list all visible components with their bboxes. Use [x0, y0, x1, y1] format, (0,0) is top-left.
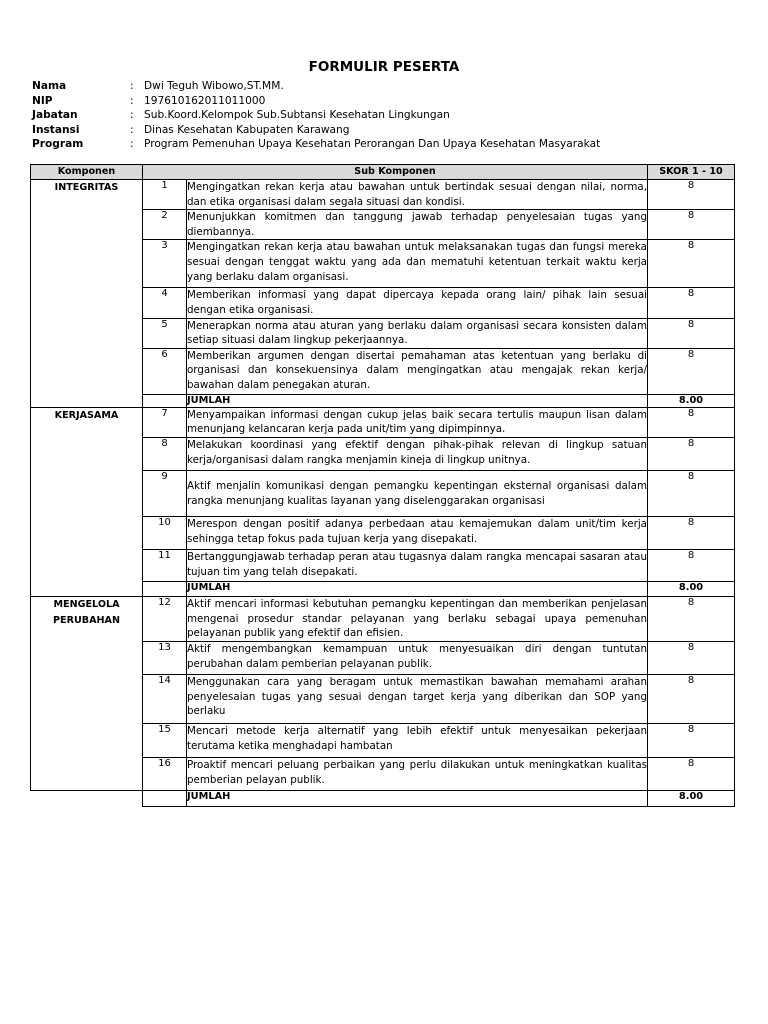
item-number: 3 [143, 240, 187, 288]
item-description: Menunjukkan komitmen dan tanggung jawab terhadap penyelesaian tugas yang diembannya. [187, 210, 648, 240]
info-colon: : [130, 80, 134, 92]
item-score: 8 [648, 348, 735, 394]
item-description: Memberikan informasi yang dapat dipercaya kepada orang lain/ pihak lain sesuai dengan etika organisasi. [187, 288, 648, 318]
item-description: Mengingatkan rekan kerja atau bawahan untuk melaksanakan tugas dan fungsi mereka sesuai dengan tenggat waktu yang ada dan mematuhi ketentuan terkait waktu kerja yang berlaku dalam organisasi. [187, 240, 648, 288]
item-description: Memberikan argumen dengan disertai pemahaman atas ketentuan yang berlaku di organisasi dan konsekuensinya dalam mengingatkan atau mengajak rekan kerja/ bawahan dalam penegakan aturan. [187, 348, 648, 394]
item-description: Menggunakan cara yang beragam untuk memastikan bawahan memahami arahan penyelesaian tugas yang sesuai dengan target kerja yang diberikan dan SOP yang berlaku [187, 674, 648, 723]
item-description: Mengingatkan rekan kerja atau bawahan untuk bertindak sesuai dengan nilai, norma, dan etika organisasi dalam segala situasi dan kondisi. [187, 180, 648, 210]
item-score: 8 [648, 757, 735, 790]
jumlah-spacer [143, 790, 187, 806]
item-number: 9 [143, 470, 187, 516]
item-number: 4 [143, 288, 187, 318]
info-value: Program Pemenuhan Upaya Kesehatan Perorangan Dan Upaya Kesehatan Masyarakat [144, 138, 601, 151]
jumlah-label: JUMLAH [187, 581, 648, 596]
item-score: 8 [648, 516, 735, 549]
table-header-row [31, 165, 735, 180]
info-colon: : [130, 123, 134, 136]
item-score: 8 [648, 288, 735, 318]
item-number: 2 [143, 210, 187, 240]
header-sub-komponen: Sub Komponen [143, 165, 648, 180]
item-description: Menerapkan norma atau aturan yang berlaku dalam organisasi secara konsisten dalam setiap situasi dalam lingkup pekerjaannya. [187, 318, 648, 348]
group-name: MENGELOLA PERUBAHAN [31, 596, 143, 790]
item-score: 8 [648, 549, 735, 581]
info-label: Program [32, 138, 84, 151]
jumlah-row [31, 790, 735, 806]
item-score: 8 [648, 318, 735, 348]
item-score: 8 [648, 180, 735, 210]
item-score: 8 [648, 470, 735, 516]
item-number: 6 [143, 348, 187, 394]
item-description: Aktif mengembangkan kemampuan untuk menyesuaikan diri dengan tuntutan perubahan dalam pemberian pelayanan publik. [187, 641, 648, 674]
item-number: 13 [143, 641, 187, 674]
item-number: 7 [143, 407, 187, 437]
info-value: Sub.Koord.Kelompok Sub.Subtansi Kesehatan Lingkungan [144, 109, 450, 122]
item-number: 8 [143, 437, 187, 470]
table-row [31, 407, 735, 437]
header-skor: SKOR 1 - 10 [648, 165, 735, 180]
item-description: Proaktif mencari peluang perbaikan yang perlu dilakukan untuk meningkatkan kualitas pemberian pelayan publik. [187, 757, 648, 790]
info-row-nama [32, 79, 600, 94]
item-number: 14 [143, 674, 187, 723]
info-row-instansi [32, 123, 600, 138]
item-number: 5 [143, 318, 187, 348]
participant-info [32, 79, 600, 152]
table-row [31, 180, 735, 210]
item-number: 11 [143, 549, 187, 581]
page-title: FORMULIR PESERTA [308, 59, 460, 75]
jumlah-label: JUMLAH [187, 790, 648, 806]
jumlah-spacer [143, 581, 187, 596]
item-number: 15 [143, 723, 187, 757]
info-value: Dinas Kesehatan Kabupaten Karawang [144, 123, 350, 136]
item-score: 8 [648, 407, 735, 437]
jumlah-spacer [143, 394, 187, 407]
item-score: 8 [648, 210, 735, 240]
item-description: Aktif menjalin komunikasi dengan pemangku kepentingan eksternal organisasi dalam rangka menunjang kualitas layanan yang diselenggarakan organisasi [187, 470, 648, 516]
header-komponen: Komponen [31, 165, 143, 180]
item-score: 8 [648, 596, 735, 641]
item-score: 8 [648, 437, 735, 470]
item-description: Aktif mencari informasi kebutuhan pemangku kepentingan dan memberikan penjelasan mengenai prosedur standar pelayanan yang berlaku sebagai upaya pemenuhan pelayanan publik yang efektif dan efisien. [187, 596, 648, 641]
jumlah-label: JUMLAH [187, 394, 648, 407]
info-colon: : [130, 109, 134, 122]
jumlah-score: 8.00 [648, 394, 735, 407]
info-value: 197610162011011000 [144, 94, 266, 107]
item-number: 1 [143, 180, 187, 210]
item-score: 8 [648, 240, 735, 288]
item-description: Menyampaikan informasi dengan cukup jelas baik secara tertulis maupun lisan dalam menunjang kelancaran kerja pada unit/tim yang dipimpinnya. [187, 407, 648, 437]
item-score: 8 [648, 674, 735, 723]
table-row [31, 596, 735, 641]
info-value: Dwi Teguh Wibowo,ST.MM. [144, 80, 284, 92]
group-name: KERJASAMA [31, 407, 143, 596]
item-number: 12 [143, 596, 187, 641]
info-row-nip [32, 94, 600, 109]
info-colon: : [130, 138, 134, 151]
info-label: Instansi [32, 123, 80, 136]
item-number: 10 [143, 516, 187, 549]
item-score: 8 [648, 641, 735, 674]
info-label: NIP [32, 94, 53, 107]
jumlah-score: 8.00 [648, 581, 735, 596]
group-name: INTEGRITAS [31, 180, 143, 408]
item-description: Merespon dengan positif adanya perbedaan atau kemajemukan dalam unit/tim kerja sehingga tetap fokus pada tujuan kerja yang disepakati. [187, 516, 648, 549]
info-colon: : [130, 94, 134, 107]
jumlah-gap [31, 790, 143, 806]
item-description: Melakukan koordinasi yang efektif dengan pihak-pihak relevan di lingkup satuan kerja/organisasi dalam rangka menjamin kineja di lingkup unitnya. [187, 437, 648, 470]
info-label: Jabatan [32, 109, 78, 122]
jumlah-score: 8.00 [648, 790, 735, 806]
item-number: 16 [143, 757, 187, 790]
info-row-program [32, 137, 600, 152]
competency-table [30, 164, 735, 807]
info-row-jabatan [32, 108, 600, 123]
item-description: Mencari metode kerja alternatif yang lebih efektif untuk menyesaikan pekerjaan terutama ketika menghadapi hambatan [187, 723, 648, 757]
item-score: 8 [648, 723, 735, 757]
info-label: Nama [32, 80, 67, 92]
item-description: Bertanggungjawab terhadap peran atau tugasnya dalam rangka mencapai sasaran atau tujuan tim yang telah disepakati. [187, 549, 648, 581]
